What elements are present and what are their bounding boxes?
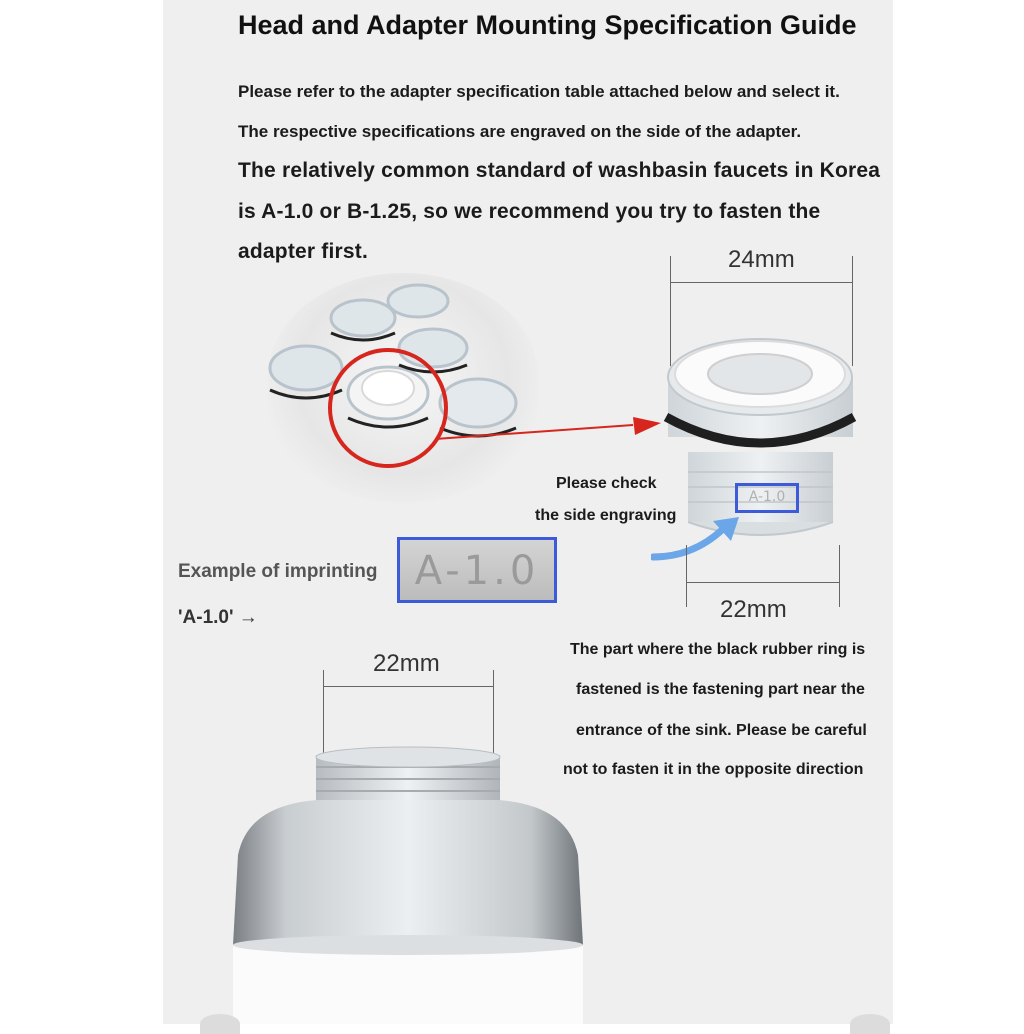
bottom-dimension-tick-right bbox=[839, 545, 840, 607]
caution-line-3: entrance of the sink. Please be careful bbox=[576, 722, 867, 739]
head-dimension-line bbox=[323, 686, 493, 687]
faucet-head-image bbox=[218, 745, 598, 1024]
head-dimension-label: 22mm bbox=[373, 650, 440, 677]
top-dimension-label: 24mm bbox=[728, 246, 795, 273]
intro-line-5: adapter first. bbox=[238, 240, 368, 263]
corner-shape-right bbox=[850, 1014, 890, 1034]
intro-line-3: The relatively common standard of washbasin faucets in Korea bbox=[238, 159, 881, 182]
head-dimension-tick-left bbox=[323, 670, 324, 755]
check-note-line-1: Please check bbox=[556, 475, 657, 492]
bottom-dimension-label: 22mm bbox=[720, 596, 787, 623]
check-note-line-2: the side engraving bbox=[535, 507, 677, 524]
example-label: Example of imprinting bbox=[178, 561, 378, 582]
caution-line-2: fastened is the fastening part near the bbox=[576, 681, 865, 698]
intro-line-4: is A-1.0 or B-1.25, so we recommend you try to fasten the bbox=[238, 200, 821, 223]
top-dimension-line bbox=[670, 282, 853, 283]
blue-arrow-icon bbox=[651, 515, 746, 565]
example-value-label: 'A-1.0' → bbox=[178, 607, 258, 628]
adapters-photo bbox=[268, 273, 538, 503]
head-dimension-tick-right bbox=[493, 670, 494, 755]
page-title: Head and Adapter Mounting Specification Guide bbox=[238, 10, 857, 40]
guide-panel bbox=[163, 0, 893, 1024]
intro-line-1: Please refer to the adapter specification table attached below and select it. bbox=[238, 82, 840, 101]
bottom-dimension-line bbox=[686, 582, 840, 583]
bottom-dimension-tick-left bbox=[686, 545, 687, 607]
caution-line-4: not to fasten it in the opposite direction bbox=[563, 761, 864, 778]
intro-line-2: The respective specifications are engraved on the side of the adapter. bbox=[238, 122, 802, 141]
engraving-example-box: A-1.0 bbox=[397, 537, 557, 603]
caution-line-1: The part where the black rubber ring is bbox=[570, 641, 866, 658]
red-arrow-icon bbox=[433, 405, 665, 445]
side-engraving-highlight: A-1.0 bbox=[735, 483, 799, 513]
adapters-illustration bbox=[268, 273, 538, 503]
corner-shape-left bbox=[200, 1014, 240, 1034]
